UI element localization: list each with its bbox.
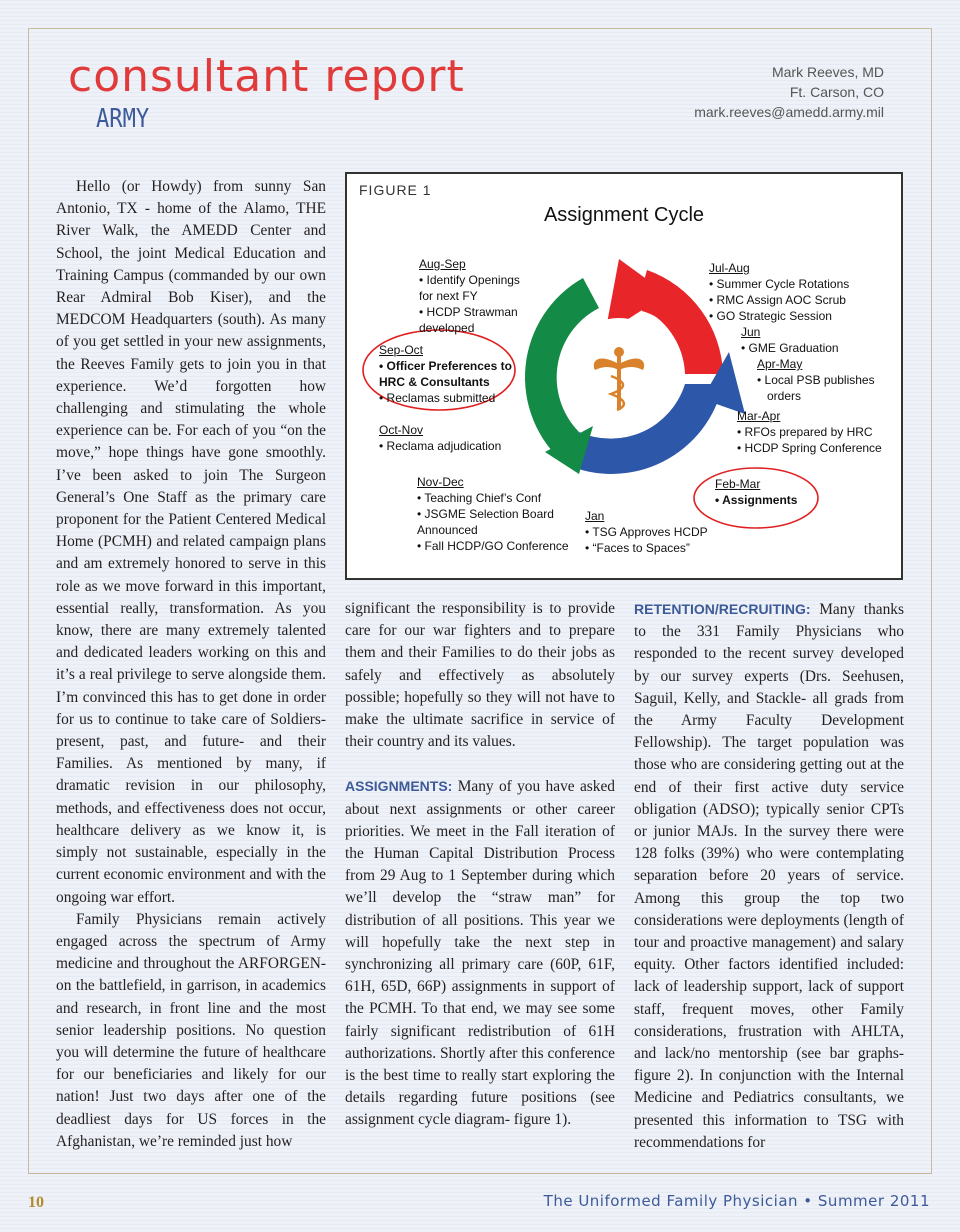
heading-assignments: ASSIGNMENTS: [345, 778, 453, 795]
heading-retention-recruiting: RETENTION/RECRUITING: [634, 601, 811, 617]
article-column-1 [56, 176, 326, 1153]
author-location: Ft. Carson, CO [789, 84, 884, 100]
paragraph-retention: RETENTION/RECRUITING: Many thanks to the 331 Family Physicians who responded to the recent survey developed by our survey experts (Drs. Seehusen, Saguil, Kelly, and Stackle- all grads from the Army Faculty Development Fellowship). The target population was those who are considering getting out at the end of their first active duty service obligation (ADSO); typically senior CPTs or junior MAJs. In the survey there were 128 folks (39%) who were contemplating separation before 20 years of service. Among this group the top two considerations were deployments (length of tour and proactive management) and salary equity. Other factors identified included: lack of leadership support, lack of support staff, frequent moves, other Family considerations, frustration with AHLTA, and lack/no mentorship (see bar graphs- figure 2). In conjunction with the Internal Medicine and Pediatrics consultants, we presented this information to TSG with recommendations for [634, 601, 904, 1151]
article-column-3 [634, 598, 904, 1154]
block-mar-apr: Mar-Apr • RFOs prepared by HRC • HCDP Spring Conference [737, 409, 882, 455]
block-jul-aug: Jul-Aug • Summer Cycle Rotations • RMC Assign AOC Scrub • GO Strategic Session [709, 261, 850, 323]
block-feb-mar: Feb-Mar • Assignments [715, 477, 798, 507]
figure-label: FIGURE 1 [359, 182, 432, 198]
paragraph: significant the responsibility is to provide care for our war fighters and to prepare them and their Families to do their jobs as safely and effectively as absolutely possible; hopefully so they will not have to make the ultimate sacrifice in service of their country and its values. [345, 600, 615, 751]
author-email[interactable]: mark.reeves@amedd.army.mil [694, 104, 884, 120]
block-sep-oct: Sep-Oct • Officer Preferences to HRC & Consultants • Reclamas submitted [379, 343, 512, 405]
block-aug-sep: Aug-Sep • Identify Openings for next FY • HCDP Strawman developed [419, 257, 520, 335]
block-oct-nov: Oct-Nov • Reclama adjudication [379, 423, 502, 453]
section-subtitle: ARMY [96, 104, 150, 134]
article-column-2 [345, 598, 615, 1132]
figure-title: Assignment Cycle [543, 204, 705, 226]
page-number: 10 [28, 1194, 44, 1211]
author-block [694, 62, 884, 122]
publication-footer: The Uniformed Family Physician • Summer 2011 [543, 1192, 930, 1210]
paragraph: Hello (or Howdy) from sunny San Antonio, TX - home of the Alamo, THE River Walk, the AMEDD Center and School, the joint Medical Education and Training Campus (commanded by our own Rear Admiral Bob Kiser), and the MEDCOM Headquarters (south). As many of you get settled in your new assignments, the Reeves Family gets to join you in that experience. We’d forgotten how challenging and stimulating the whole experience can be. For each of you “on the move,” hope things have gone smoothly. I’ve been asked to join The Surgeon General’s One Staff as the primary care proponent for the Patient Centered Medical Home (PCMH) and related campaign plans and am extremely honored to serve in this role as we move forward in this important, essential really, transformation. As you know, there are many extremely talented and dedicated leaders working on this and it’s a real privilege to serve alongside them. I’m convinced this has to get done in order for us to continue to take care of Soldiers- present, past, and future- and their Families. As mentioned by many, if dramatic revision in our philosophy, methods, and effectiveness does not occur, healthcare delivery as we know it, is simply not sustainable, especially in the current economic environment and with the ongoing war effort. [56, 178, 326, 906]
block-jan: Jan • TSG Approves HCDP • “Faces to Spaces” [585, 509, 708, 555]
block-nov-dec: Nov-Dec • Teaching Chief’s Conf • JSGME Selection Board Announced • Fall HCDP/GO Conference [417, 475, 569, 553]
author-name: Mark Reeves, MD [771, 64, 884, 80]
block-jun: Jun • GME Graduation [741, 325, 839, 355]
paragraph: Family Physicians remain actively engaged across the spectrum of Army medicine and throughout the ARFORGEN- on the battlefield, in garrison, in academics and research, in front line and the most senior leadership positions. No question you will determine the future of healthcare for our beneficiaries and likely for our nation! Just two days after one of the deadliest days for US forces in the Afghanistan, we’re reminded just how [56, 910, 326, 1150]
section-title: consultant report [68, 51, 465, 102]
figure-assignment-cycle [345, 172, 903, 580]
block-apr-may: Apr-May • Local PSB publishes orders [757, 357, 875, 403]
paragraph-assignments: ASSIGNMENTS: Many of you have asked about next assignments or other career priorities. We meet in the Fall iteration of the Human Capital Distribution Process from 29 Aug to 1 September during which we’ll develop the “straw man” for distribution of all positions. This year we will hopefully take the next step in synchronizing all primary care (60P, 61F, 61H, 65D, 66P) assignments in support of the PCMH. To that end, we may see some fairly significant redistribution of 61H authorizations. Shortly after this conference is the best time to really start exploring the details regarding future positions (see assignment cycle diagram- figure 1). [345, 778, 615, 1129]
